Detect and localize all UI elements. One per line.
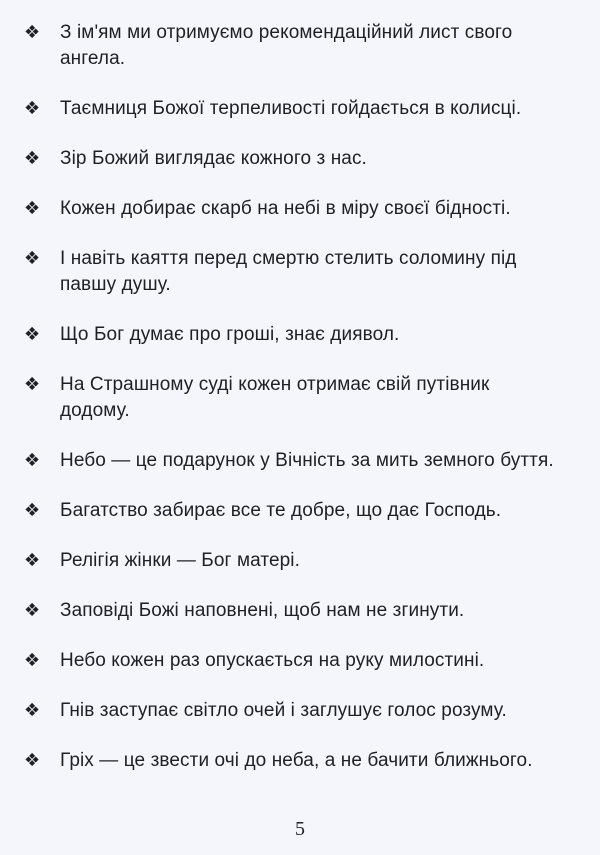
aphorism-text: Що Бог думає про гроші, знає диявол. bbox=[60, 324, 400, 345]
diamond-bullet-icon: ❖ bbox=[24, 650, 41, 671]
aphorism-list bbox=[24, 20, 564, 774]
list-item bbox=[24, 698, 564, 724]
diamond-bullet-icon: ❖ bbox=[24, 550, 41, 571]
aphorism-text: На Страшному суді кожен отримає свій путівник додому. bbox=[60, 374, 490, 421]
aphorism-text: Небо — це подарунок у Вічність за мить земного буття. bbox=[60, 450, 554, 471]
aphorism-text: Релігія жінки — Бог матері. bbox=[60, 550, 300, 571]
aphorism-text: Багатство забирає все те добре, що дає Господь. bbox=[60, 500, 502, 521]
diamond-bullet-icon: ❖ bbox=[24, 198, 41, 219]
list-item bbox=[24, 20, 564, 72]
diamond-bullet-icon: ❖ bbox=[24, 324, 41, 345]
list-item bbox=[24, 548, 564, 574]
aphorism-text: Гнів заступає світло очей і заглушує голос розуму. bbox=[60, 700, 507, 721]
diamond-bullet-icon: ❖ bbox=[24, 248, 41, 269]
list-item bbox=[24, 648, 564, 674]
aphorism-text: Заповіді Божі наповнені, щоб нам не згинути. bbox=[60, 600, 465, 621]
diamond-bullet-icon: ❖ bbox=[24, 700, 41, 721]
list-item bbox=[24, 372, 564, 424]
list-item bbox=[24, 196, 564, 222]
list-item bbox=[24, 498, 564, 524]
aphorism-text: Зір Божий виглядає кожного з нас. bbox=[60, 148, 367, 169]
list-item bbox=[24, 748, 564, 774]
list-item bbox=[24, 598, 564, 624]
diamond-bullet-icon: ❖ bbox=[24, 98, 41, 119]
list-item bbox=[24, 146, 564, 172]
aphorism-text: Кожен добирає скарб на небі в міру своєї бідності. bbox=[60, 198, 511, 219]
diamond-bullet-icon: ❖ bbox=[24, 148, 41, 169]
diamond-bullet-icon: ❖ bbox=[24, 600, 41, 621]
aphorism-text: І навіть каяття перед смертю стелить соломину під павшу душу. bbox=[60, 248, 517, 295]
list-item bbox=[24, 246, 564, 298]
list-item bbox=[24, 96, 564, 122]
aphorism-text: З ім'ям ми отримуємо рекомендаційний лист свого ангела. bbox=[60, 22, 513, 69]
list-item bbox=[24, 322, 564, 348]
aphorism-text: Гріх — це звести очі до неба, а не бачити ближнього. bbox=[60, 750, 533, 771]
diamond-bullet-icon: ❖ bbox=[24, 500, 41, 521]
list-item bbox=[24, 448, 564, 474]
diamond-bullet-icon: ❖ bbox=[24, 450, 41, 471]
diamond-bullet-icon: ❖ bbox=[24, 22, 41, 43]
aphorism-text: Таємниця Божої терпеливості гойдається в колисці. bbox=[60, 98, 522, 119]
aphorism-text: Небо кожен раз опускається на руку милостині. bbox=[60, 650, 485, 671]
page-number: 5 bbox=[295, 818, 305, 840]
diamond-bullet-icon: ❖ bbox=[24, 374, 41, 395]
diamond-bullet-icon: ❖ bbox=[24, 750, 41, 771]
